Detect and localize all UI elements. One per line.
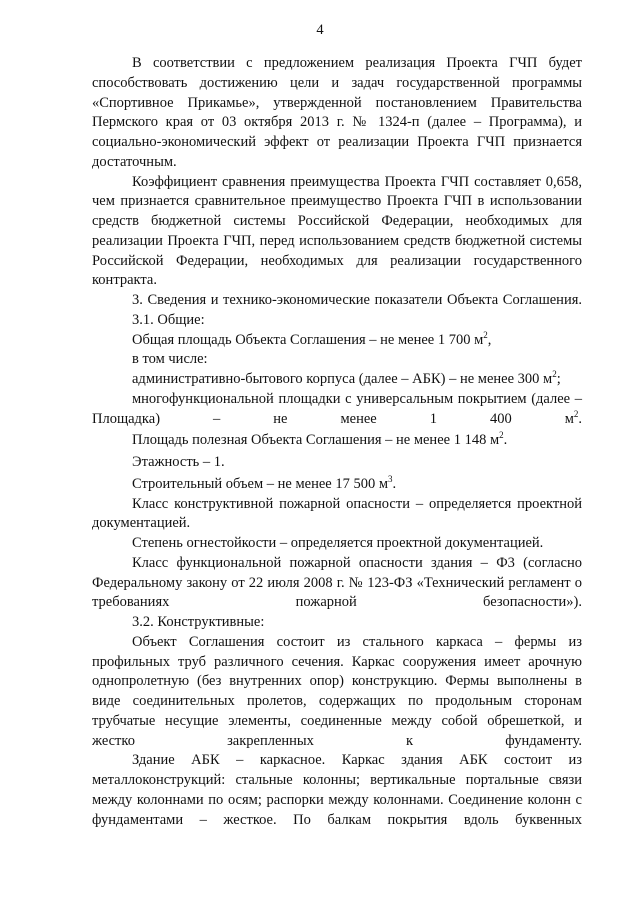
building-volume-superscript: 3 xyxy=(388,473,393,484)
paragraph-section-3-2-heading: 3.2. Конструктивные: xyxy=(132,614,265,630)
abk-area-text: административно-бытового корпуса (далее – АБК) – не менее 300 м xyxy=(132,371,553,387)
useful-area-superscript: 2 xyxy=(499,430,504,441)
paragraph-total-area xyxy=(92,331,582,351)
paragraph-building-volume xyxy=(92,475,582,495)
paragraph-abk-frame: Здание АБК – каркасное. Каркас здания АБК состоит из металлоконструкций: стальные колонны; вертикальные портальные связи между колоннами по осям; распорки между колоннами. Соединение колонн с фундаментами – жесткое. По балкам покрытия вдоль буквенных xyxy=(92,752,582,828)
useful-area-period: . xyxy=(503,432,508,449)
building-volume-text: Строительный объем – не менее 17 500 м xyxy=(132,475,389,492)
platform-area-superscript: 2 xyxy=(573,408,579,419)
document-body xyxy=(92,54,582,830)
paragraph-comparison-coefficient: Коэффициент сравнения преимущества Проекта ГЧП составляет 0,658, чем признается сравнительное преимущество Проекта ГЧП в использовании средств бюджетной системы Российской Федерации, необходимых для реализации Проекта ГЧП, перед использованием средств бюджетной системы Российской Федерации, необходимых для реализации государственного контракта. xyxy=(92,173,582,289)
paragraph-including: в том числе: xyxy=(132,351,208,368)
paragraph-platform-area xyxy=(92,390,582,430)
abk-area-semicolon: ; xyxy=(556,371,561,387)
paragraph-fire-hazard-class: Класс конструктивной пожарной опасности – определяется проектной документацией. xyxy=(92,495,582,532)
platform-area-text: многофункциональной площадки с универсальным покрытием (далее – Площадка) – не менее 1 400 м xyxy=(92,390,582,427)
paragraph-program-effect: В соответствии с предложением реализация Проекта ГЧП будет способствовать достижению цели и задач государственной программы «Спортивное Прикамье», утвержденной постановлением Правительства Пермского края от 03 октября 2013 г. № 1324-п (далее – Программа), и социально-экономический эффект от реализации Проекта ГЧП признается достаточным. xyxy=(92,55,582,170)
abk-area-superscript: 2 xyxy=(552,369,557,380)
paragraph-fire-resistance: Степень огнестойкости – определяется проектной документацией. xyxy=(132,535,544,551)
building-volume-period: . xyxy=(392,475,397,492)
paragraph-section-3-1-heading: 3.1. Общие: xyxy=(132,311,205,328)
total-area-text: Общая площадь Объекта Соглашения – не менее 1 700 м xyxy=(132,331,484,348)
total-area-superscript: 2 xyxy=(483,329,488,340)
platform-area-period: . xyxy=(578,410,582,427)
paragraph-useful-area xyxy=(92,431,582,451)
page-number: 4 xyxy=(316,22,324,38)
paragraph-steel-frame: Объект Соглашения состоит из стального каркаса – фермы из профильных труб различного сечения. Каркас сооружения имеет арочную однопролетную (без внутренних опор) конструкцию. Фермы выполнены в виде соединительных пролетов, содержащих по продольным сторонам трубчатые несущие элементы, соединенные между собой обрешеткой, и жестко закрепленных к фундаменту. xyxy=(92,633,582,749)
total-area-comma: , xyxy=(487,331,492,348)
paragraph-section-3-heading: 3. Сведения и технико-экономические показатели Объекта Соглашения. xyxy=(132,292,582,308)
paragraph-functional-fire-class: Класс функциональной пожарной опасности здания – Ф3 (согласно Федеральному закону от 22 июля 2008 г. № 123-ФЗ «Технический регламент о требованиях пожарной безопасности»). xyxy=(92,554,582,611)
useful-area-text: Площадь полезная Объекта Соглашения – не менее 1 148 м xyxy=(132,432,500,449)
paragraph-storeys: Этажность – 1. xyxy=(132,454,225,470)
paragraph-abk-area xyxy=(92,370,582,390)
